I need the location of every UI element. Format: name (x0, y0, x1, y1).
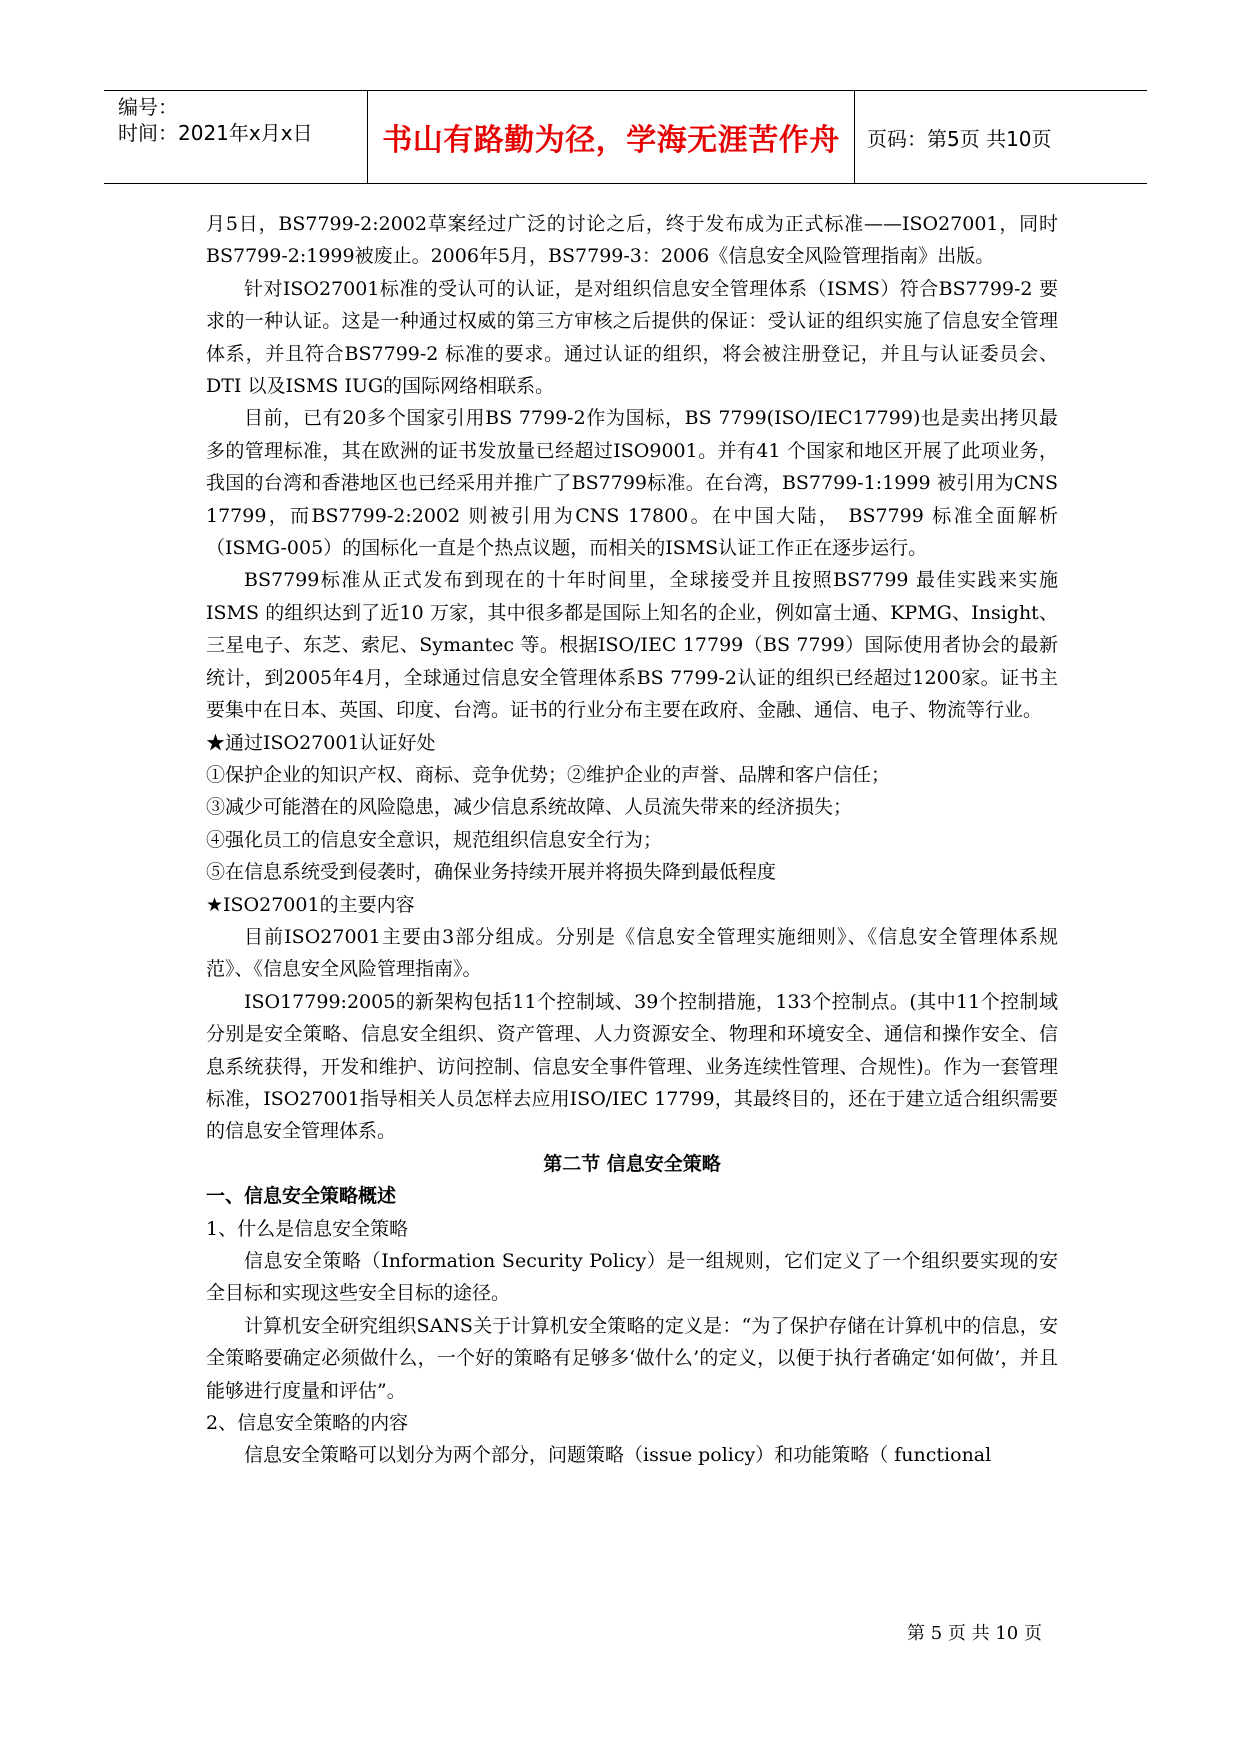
subsection-title: 一、信息安全策略概述 (206, 1185, 397, 1208)
paragraph: 月5日，BS7799-2:2002草案经过广泛的讨论之后，终于发布成为正式标准——ISO27001，同时BS7799-2:1999被废止。2006年5月，BS7799-3：2006《信息安全风险管理指南》出版。 (206, 213, 1058, 268)
list-item: ④强化员工的信息安全意识，规范组织信息安全行为； (206, 828, 663, 851)
header-page-cell (855, 91, 1147, 183)
subsection-item-title: 2、信息安全策略的内容 (206, 1412, 409, 1435)
paragraph: BS7799标准从正式发布到现在的十年时间里，全球接受并且按照BS7799 最佳实践来实施ISMS 的组织达到了近10 万家，其中很多都是国际上知名的企业，例如富士通、KPMG、Insight、三星电子、东芝、索尼、Symantec 等。根据ISO/IEC 17799（BS 7799）国际使用者协会的最新统计，到2005年4月，全球通过信息安全管理体系BS 7799-2认证的组织已经超过1200家。证书主要集中在日本、英国、印度、台湾。证书的行业分布主要在政府、金融、通信、电子、物流等行业。 (206, 569, 1058, 722)
document-time-label: 时间：2021年x月x日 (118, 121, 313, 145)
header-motto: 书山有路勤为径，学海无涯苦作舟 (382, 123, 840, 158)
paragraph: 目前ISO27001主要由3部分组成。分别是《信息安全管理实施细则》、《信息安全管理体系规范》、《信息安全风险管理指南》。 (206, 925, 1058, 981)
paragraph: ISO17799:2005的新架构包括11个控制域、39个控制措施，133个控制点。(其中11个控制域分别是安全策略、信息安全组织、资产管理、人力资源安全、物理和环境安全、通信和操作安全、信息系统获得，开发和维护、访问控制、信息安全事件管理、业务连续性管理、合规性)。作为一套管理标准，ISO27001指导相关人员怎样去应用ISO/IEC 17799，其最终目的，还在于建立适合组织需要的信息安全管理体系。 (206, 990, 1058, 1143)
page-footer: 第 5 页 共 10 页 (907, 1623, 1042, 1644)
paragraph: 信息安全策略可以划分为两个部分，问题策略（issue policy）和功能策略（ functional (244, 1444, 992, 1467)
list-item: ③减少可能潜在的风险隐患，减少信息系统故障、人员流失带来的经济损失； (206, 796, 853, 819)
paragraph: 信息安全策略（Information Security Policy）是一组规则，它们定义了一个组织要实现的安全目标和实现这些安全目标的途径。 (206, 1250, 1058, 1305)
document-body (206, 208, 1058, 1472)
paragraph: 针对ISO27001标准的受认可的认证，是对组织信息安全管理体系（ISMS）符合BS7799-2 要求的一种认证。这是一种通过权威的第三方审核之后提供的保证：受认证的组织实施了信息安全管理体系，并且符合BS7799-2 标准的要求。通过认证的组织，将会被注册登记，并且与认证委员会、DTI 以及ISMS IUG的国际网络相联系。 (206, 277, 1058, 398)
list-item: ⑤在信息系统受到侵袭时，确保业务持续开展并将损失降到最低程度 (206, 861, 777, 884)
header-page-number: 页码：第5页 共10页 (867, 126, 1052, 151)
section-title: 第二节 信息安全策略 (543, 1152, 721, 1175)
page-header (104, 90, 1147, 184)
benefits-heading: ★通过ISO27001认证好处 (206, 731, 436, 754)
document-number-label: 编号： (118, 95, 178, 119)
list-item: ①保护企业的知识产权、商标、竞争优势；②维护企业的声誉、品牌和客户信任； (206, 763, 891, 786)
header-motto-cell (368, 91, 855, 183)
contents-heading: ★ISO27001的主要内容 (206, 893, 415, 916)
paragraph: 目前，已有20多个国家引用BS 7799-2作为国标，BS 7799(ISO/IEC17799)也是卖出拷贝最多的管理标准，其在欧洲的证书发放量已经超过ISO9001。并有41 个国家和地区开展了此项业务， 我国的台湾和香港地区也已经采用并推广了BS7799标准。在台湾，BS7799-1:1999 被引用为CNS 17799，而BS7799-2:2002 则被引用为CNS 17800。在中国大陆， BS7799 标准全面解析（ISMG-005）的国标化一直是个热点议题，而相关的ISMS认证工作正在逐步运行。 (206, 407, 1058, 560)
subsection-item-title: 1、什么是信息安全策略 (206, 1217, 409, 1240)
paragraph: 计算机安全研究组织SANS关于计算机安全策略的定义是：“为了保护存储在计算机中的信息，安全策略要确定必须做什么，一个好的策略有足够多‘做什么’的定义，以便于执行者确定‘如何做’，并且能够进行度量和评估”。 (206, 1314, 1058, 1402)
header-meta-cell (104, 91, 368, 183)
